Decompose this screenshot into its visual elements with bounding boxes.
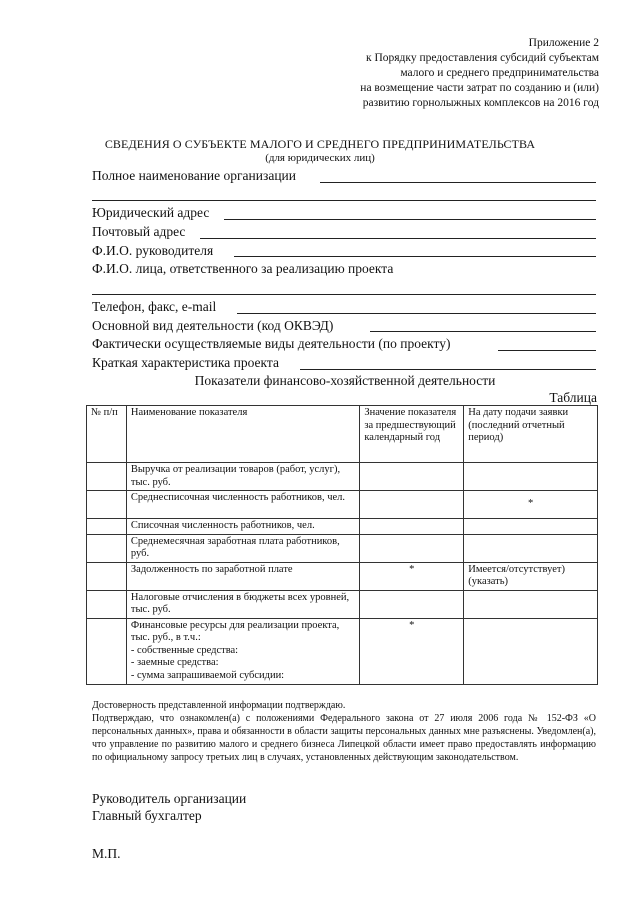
consent-text: Подтверждаю, что ознакомлен(а) с положениями Федерального закона от 27 июля 2006 года № 152-ФЗ «О персональных данных», права и обязанности в области защиты персональных данных мне разъяснены. Уведомлен(а), что управление по развитию малого и среднего бизнеса Липецкой области имеет право предоставлять информацию по официальному запросу третьих лиц в случаях, установленных действующим законодательством.	[92, 713, 596, 763]
cell-prev[interactable]: *	[360, 618, 464, 684]
cell-prev[interactable]	[360, 463, 464, 491]
document-subtitle: (для юридических лиц)	[265, 152, 375, 164]
field-legal-address	[92, 204, 596, 223]
field-label: Фактически осуществляемые виды деятельности (по проекту)	[92, 336, 451, 352]
field-contacts	[92, 298, 596, 317]
cell-indicator: Выручка от реализации товаров (работ, услуг), тыс. руб.	[126, 463, 359, 491]
cell-prev[interactable]	[360, 519, 464, 535]
stamp-label: М.П.	[92, 846, 121, 861]
table-row	[87, 534, 598, 562]
fill-line[interactable]	[237, 313, 596, 314]
document-title: СВЕДЕНИЯ О СУБЪЕКТЕ МАЛОГО И СРЕДНЕГО ПРЕДПРИНИМАТЕЛЬСТВА	[104, 137, 536, 151]
fill-line[interactable]	[370, 331, 596, 332]
cell-num	[87, 463, 127, 491]
cell-prev[interactable]	[360, 491, 464, 519]
cell-num	[87, 618, 127, 684]
cell-indicator: Налоговые отчисления в бюджеты всех уровней, тыс. руб.	[126, 590, 359, 618]
cell-current[interactable]	[464, 519, 598, 535]
cell-indicator: Задолженность по заработной плате	[126, 562, 359, 590]
indicator-sub: - заемные средства:	[130, 657, 219, 668]
appendix-header	[360, 36, 599, 111]
appendix-line: на возмещение части затрат по созданию и (или)	[360, 82, 599, 94]
cell-num	[87, 519, 127, 535]
header-num: № п/п	[87, 406, 127, 463]
cell-current[interactable]	[464, 463, 598, 491]
signatures	[92, 790, 246, 824]
field-label: Ф.И.О. лица, ответственного за реализацию проекта	[92, 261, 394, 277]
cell-current[interactable]	[464, 534, 598, 562]
appendix-line: развитию горнолыжных комплексов на 2016 год	[362, 97, 599, 109]
table-row	[87, 491, 598, 519]
table-row	[87, 463, 598, 491]
cell-prev[interactable]	[360, 534, 464, 562]
confirmation-notes	[92, 699, 596, 764]
director-signature-label: Руководитель организации	[92, 791, 247, 806]
financial-section-title: Показатели финансово-хозяйственной деятельности	[194, 373, 496, 388]
fill-line[interactable]	[92, 294, 596, 295]
table-row	[87, 562, 598, 590]
header-on-date: На дату подачи заявки (последний отчетный период)	[464, 406, 598, 463]
indicator-sub: - сумма запрашиваемой субсидии:	[130, 669, 285, 681]
fill-line[interactable]	[200, 238, 596, 239]
confirm-text: Достоверность представленной информации подтверждаю.	[92, 700, 346, 711]
field-responsible-cont	[92, 279, 596, 298]
fill-line[interactable]	[234, 256, 596, 257]
table-row	[87, 590, 598, 618]
table-row	[87, 519, 598, 535]
accountant-signature-label: Главный бухгалтер	[92, 808, 202, 823]
field-full-name-cont	[92, 186, 596, 205]
cell-current[interactable]: *	[464, 491, 598, 519]
fill-line[interactable]	[300, 369, 596, 370]
cell-current[interactable]	[464, 590, 598, 618]
header-prev-year: Значение показателя за предшествующий календарный год	[360, 406, 464, 463]
cell-indicator: Среднемесячная заработная плата работников, руб.	[126, 534, 359, 562]
field-label: Основной вид деятельности (код ОКВЭД)	[92, 317, 334, 333]
appendix-line: к Порядку предоставления субсидий субъектам	[365, 52, 599, 64]
indicator-sub: - собственные средства:	[130, 644, 239, 656]
field-label: Телефон, факс, e-mail	[92, 298, 217, 314]
table-row	[87, 618, 598, 684]
field-label: Почтовый адрес	[92, 224, 186, 240]
field-label: Краткая характеристика проекта	[92, 354, 279, 370]
field-label: Ф.И.О. руководителя	[92, 242, 214, 258]
appendix-line: малого и среднего предпринимательства	[400, 67, 599, 79]
fill-line[interactable]	[320, 182, 596, 183]
header-name: Наименование показателя	[126, 406, 359, 463]
field-actual-activity	[92, 335, 596, 354]
table-header-row	[87, 406, 598, 463]
cell-current[interactable]	[464, 618, 598, 684]
form-fields	[92, 167, 596, 373]
cell-num	[87, 491, 127, 519]
fill-line[interactable]	[498, 350, 596, 351]
field-director	[92, 242, 596, 261]
field-label: Юридический адрес	[92, 205, 210, 221]
field-responsible	[92, 260, 596, 279]
field-postal-address	[92, 223, 596, 242]
appendix-line: Приложение 2	[528, 37, 599, 49]
cell-num	[87, 534, 127, 562]
table-label: Таблица	[549, 390, 597, 405]
cell-current[interactable]: Имеется/отсутствует) (указать)	[464, 562, 598, 590]
field-full-name	[92, 167, 596, 186]
field-label: Полное наименование организации	[92, 168, 296, 183]
cell-indicator: Списочная численность работников, чел.	[126, 519, 359, 535]
indicator-label: Финансовые ресурсы для реализации проекта, тыс. руб., в т.ч.:	[130, 619, 340, 643]
cell-num	[87, 562, 127, 590]
cell-indicator: Среднесписочная численность работников, чел.	[126, 491, 359, 519]
cell-prev[interactable]	[360, 590, 464, 618]
fill-line[interactable]	[224, 219, 596, 220]
field-okved	[92, 317, 596, 336]
field-project-summary	[92, 354, 596, 373]
financial-table	[86, 405, 598, 685]
cell-num	[87, 590, 127, 618]
fill-line[interactable]	[92, 200, 596, 201]
cell-prev[interactable]: *	[360, 562, 464, 590]
cell-indicator	[126, 618, 359, 684]
